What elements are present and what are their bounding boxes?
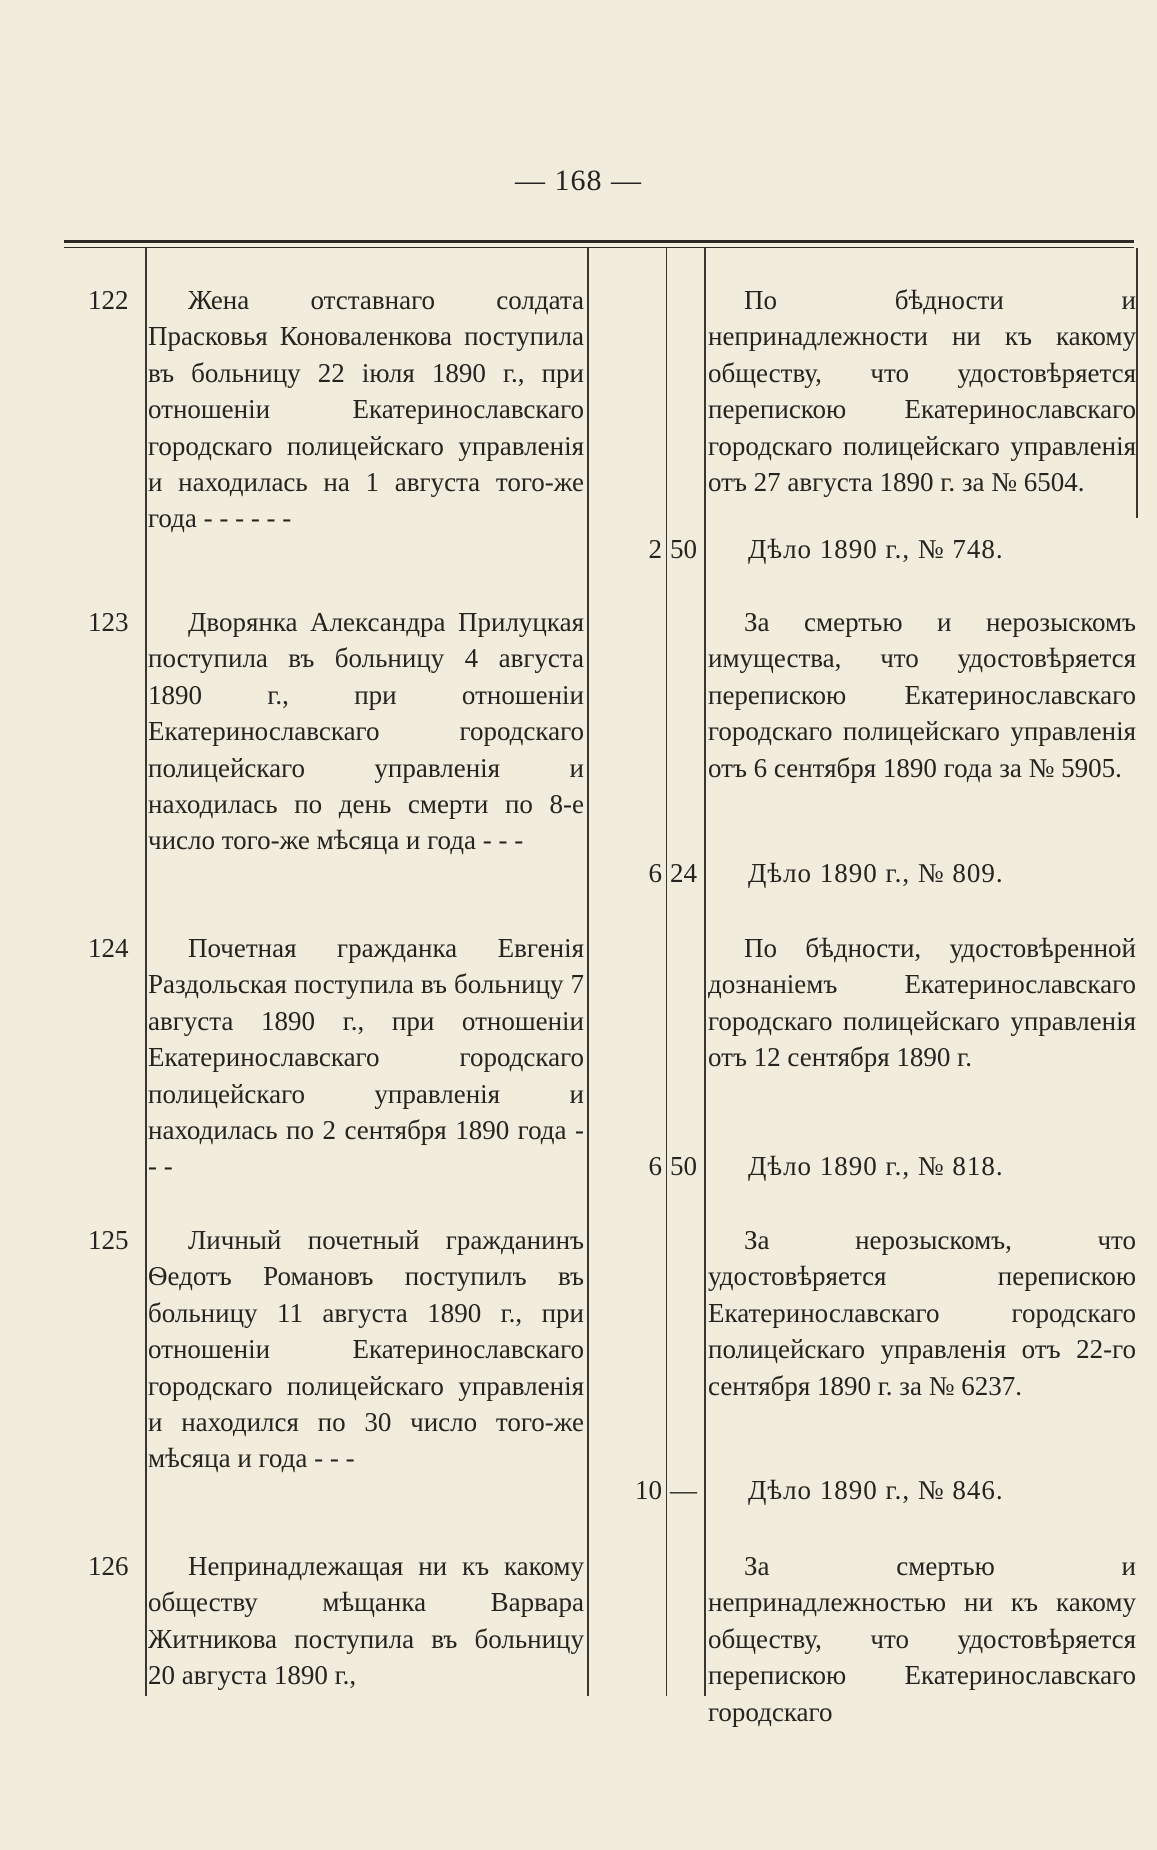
entry-reason: По бѣдности и непринадлежности ни къ какому обществу, что удостовѣряется перепискою Екатеринославскаго городскаго полицейскаго управленія отъ 27 августа 1890 г. за № 6504. — [708, 285, 1136, 498]
entry-reason: По бѣдности, удостовѣренной дознаніемъ Екатеринославскаго городскаго полицейскаго управленія отъ 12 сентября 1890 г. — [708, 933, 1136, 1073]
page-number: — 168 — — [515, 164, 642, 197]
entry-number: 122 — [88, 285, 129, 315]
entry-number: 124 — [88, 933, 129, 963]
entry-description: Дворянка Александра Прилуцкая поступила въ больницу 4 августа 1890 г., при отношеніи Екатеринославскаго городскаго полицейскаго управленія и находилась по день смерти по 8-е число того-же мѣсяца и года - - - — [148, 607, 584, 856]
amount-rubles: 10 — [635, 1475, 662, 1505]
amount-kopecks: 50 — [670, 534, 697, 564]
case-reference: Дѣло 1890 г., № 748. — [748, 534, 1004, 564]
amount-rubles: 2 — [648, 534, 662, 564]
entry-reason: За смертью и непринадлежностью ни къ какому обществу, что удостовѣряется перепискою Екатеринославскаго городскаго — [708, 1551, 1136, 1727]
case-reference: Дѣло 1890 г., № 809. — [748, 858, 1004, 888]
column-divider-number — [145, 248, 147, 1696]
entry-number: 125 — [88, 1225, 129, 1255]
amount-kopecks: — — [670, 1475, 697, 1505]
column-divider-description — [587, 248, 589, 1696]
amount-rubles: 6 — [648, 858, 662, 888]
entry-reason: За нерозыскомъ, что удостовѣряется перепискою Екатеринославскаго городскаго полицейскаго управленія отъ 22-го сентября 1890 г. за № 6237. — [708, 1225, 1136, 1401]
entry-number: 126 — [88, 1551, 129, 1581]
entry-description: Личный почетный гражданинъ Ѳедотъ Романовъ поступилъ въ больницу 11 августа 1890 г., при отношеніи Екатеринославскаго городскаго полицейскаго управленія и находился по 30 число того-же мѣсяца и года - - - — [148, 1225, 584, 1474]
amount-kopecks: 50 — [670, 1151, 697, 1181]
case-reference: Дѣло 1890 г., № 846. — [748, 1475, 1004, 1505]
column-divider-right — [1136, 248, 1138, 518]
table-top-rule-thin — [64, 247, 1134, 248]
column-divider-rubles — [666, 248, 667, 1696]
entry-number: 123 — [88, 607, 129, 637]
amount-rubles: 6 — [648, 1151, 662, 1181]
table-top-rule — [64, 240, 1134, 243]
entry-description: Непринадлежащая ни къ какому обществу мѣщанка Варвара Житникова поступила въ больницу 20 августа 1890 г., — [148, 1551, 584, 1691]
entry-description: Жена отставнаго солдата Прасковья Коноваленкова поступила въ больницу 22 іюля 1890 г., при отношеніи Екатеринославскаго городскаго полицейскаго управленія и находилась на 1 августа того-же года - - - - - - — [148, 285, 584, 534]
entry-reason: За смертью и нерозыскомъ имущества, что удостовѣряется перепискою Екатеринославскаго городскаго полицейскаго управленія отъ 6 сентября 1890 года за № 5905. — [708, 607, 1136, 783]
entry-description: Почетная гражданка Евгенія Раздольская поступила въ больницу 7 августа 1890 г., при отношеніи Екатеринославскаго городскаго полицейскаго управленія и находилась по 2 сентября 1890 года - - - — [148, 933, 584, 1182]
amount-kopecks: 24 — [670, 858, 697, 888]
case-reference: Дѣло 1890 г., № 818. — [748, 1151, 1004, 1181]
